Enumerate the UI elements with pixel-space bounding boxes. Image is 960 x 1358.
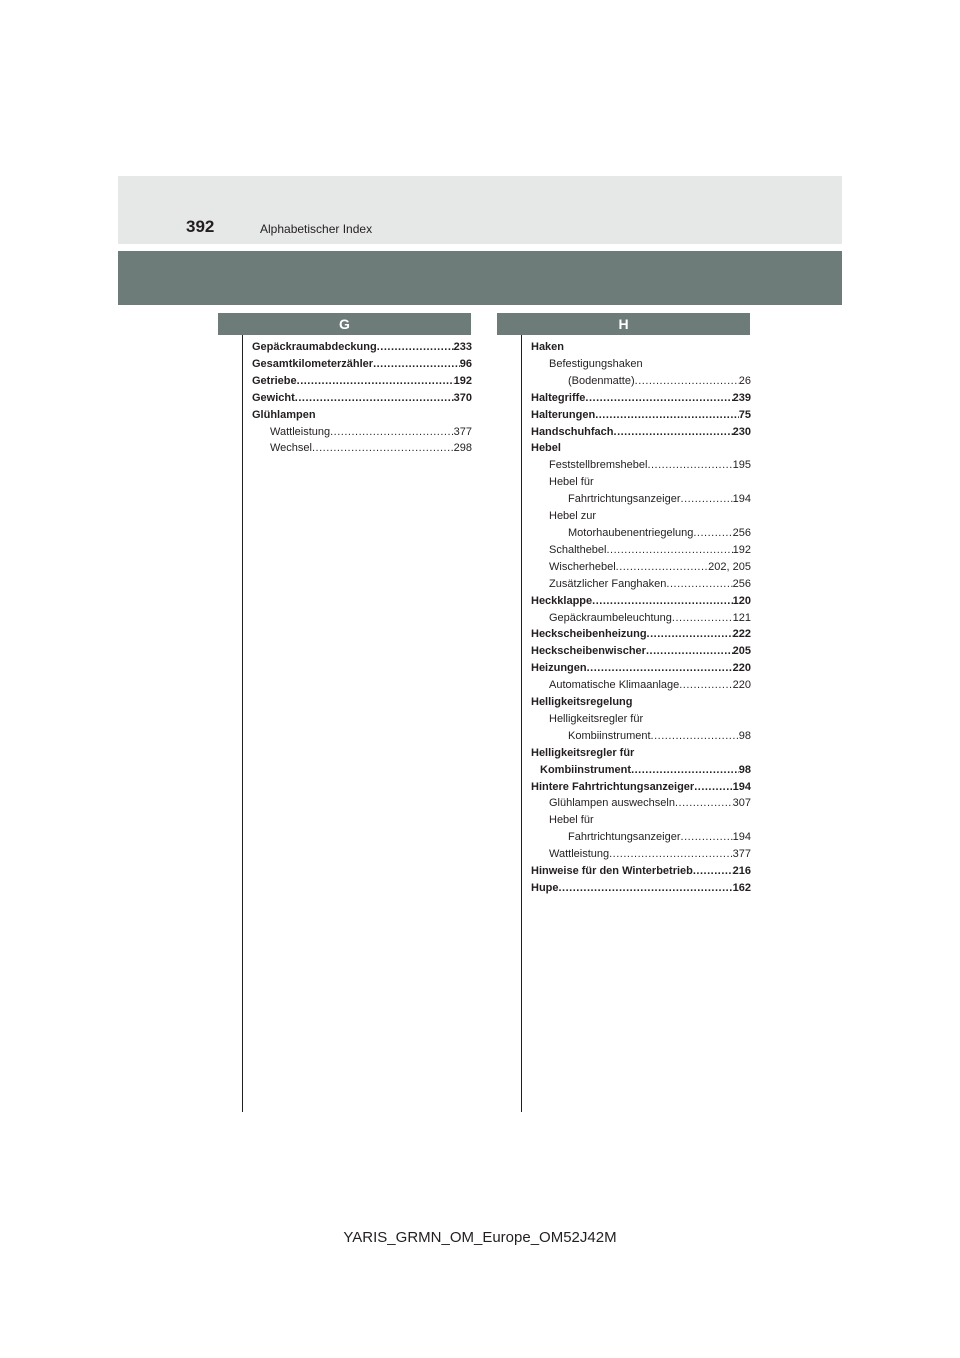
index-column-h — [531, 339, 751, 897]
index-entry[interactable]: Heizungen ..... 220 — [531, 660, 751, 677]
index-entry[interactable]: Heckscheibenwischer ..... 205 — [531, 643, 751, 660]
index-entry[interactable]: Heckscheibenheizung ..... 222 — [531, 626, 751, 643]
section-letter-h: H — [497, 313, 750, 335]
column-divider-right — [521, 335, 522, 1112]
header-band — [118, 176, 842, 244]
index-heading: Glühlampen — [252, 408, 316, 421]
index-subentry[interactable]: Automatische Klimaanlage ..... 220 — [531, 677, 751, 694]
index-subentry[interactable]: Wattleistung ..... 377 — [252, 424, 472, 441]
section-letter-g: G — [218, 313, 471, 335]
index-subheading: Befestigungshaken — [549, 357, 643, 370]
document-id-footer: YARIS_GRMN_OM_Europe_OM52J42M — [343, 1229, 617, 1246]
index-subentry[interactable]: Kombiinstrument ..... 98 — [531, 728, 751, 745]
page-title: Alphabetischer Index — [260, 222, 373, 236]
index-subentry[interactable]: Zusätzlicher Fanghaken ..... 256 — [531, 576, 751, 593]
index-subheading: Hebel für — [549, 476, 594, 489]
index-entry[interactable]: Getriebe ..... 192 — [252, 373, 472, 390]
index-subentry[interactable]: Gepäckraumbeleuchtung ..... 121 — [531, 610, 751, 627]
index-heading: Haken — [531, 341, 565, 353]
index-entry[interactable]: Halterungen ..... 75 — [531, 407, 751, 424]
index-subentry[interactable]: Feststellbremshebel ..... 195 — [531, 457, 751, 474]
index-heading: Helligkeitsregelung — [531, 696, 633, 709]
index-subheading: Hebel zur — [549, 510, 597, 523]
index-entry[interactable]: Handschuhfach ..... 230 — [531, 424, 751, 441]
index-entry[interactable]: Gepäckraumabdeckung ..... 233 — [252, 339, 472, 356]
column-divider-left — [242, 335, 243, 1112]
index-subentry[interactable]: (Bodenmatte) ..... 26 — [531, 373, 751, 390]
index-subentry[interactable]: Schalthebel ..... 192 — [531, 542, 751, 559]
index-subentry[interactable]: Motorhaubenentriegelung ..... 256 — [531, 525, 751, 542]
index-entry[interactable]: Haltegriffe ..... 239 — [531, 390, 751, 407]
index-entry[interactable]: Kombiinstrument ..... 98 — [531, 762, 751, 779]
index-column-g — [252, 339, 472, 457]
index-entry[interactable]: Hintere Fahrtrichtungsanzeiger ..... 194 — [531, 779, 751, 796]
index-subentry[interactable]: Glühlampen auswechseln ..... 307 — [531, 795, 751, 812]
page-number: 392 — [186, 217, 215, 236]
index-subentry[interactable]: Wattleistung ..... 377 — [531, 846, 751, 863]
index-subentry[interactable]: Fahrtrichtungsanzeiger ..... 194 — [531, 829, 751, 846]
index-subheading: Helligkeitsregler für — [549, 712, 644, 725]
index-entry[interactable]: Gesamtkilometerzähler ..... 96 — [252, 356, 472, 373]
index-subentry[interactable]: Wechsel ..... 298 — [252, 440, 472, 457]
header-bar — [118, 251, 842, 305]
index-entry[interactable]: Hinweise für den Winterbetrieb ..... 216 — [531, 863, 751, 880]
index-subentry[interactable]: Wischerhebel ..... 202, 205 — [531, 559, 751, 576]
index-heading: Hebel — [531, 442, 561, 455]
index-entry[interactable]: Gewicht ..... 370 — [252, 390, 472, 407]
index-entry[interactable]: Hupe ..... 162 — [531, 880, 751, 897]
index-subentry[interactable]: Fahrtrichtungsanzeiger ..... 194 — [531, 491, 751, 508]
index-subheading: Hebel für — [549, 814, 594, 827]
index-entry[interactable]: Heckklappe ..... 120 — [531, 593, 751, 610]
index-heading: Helligkeitsregler für — [531, 746, 635, 759]
